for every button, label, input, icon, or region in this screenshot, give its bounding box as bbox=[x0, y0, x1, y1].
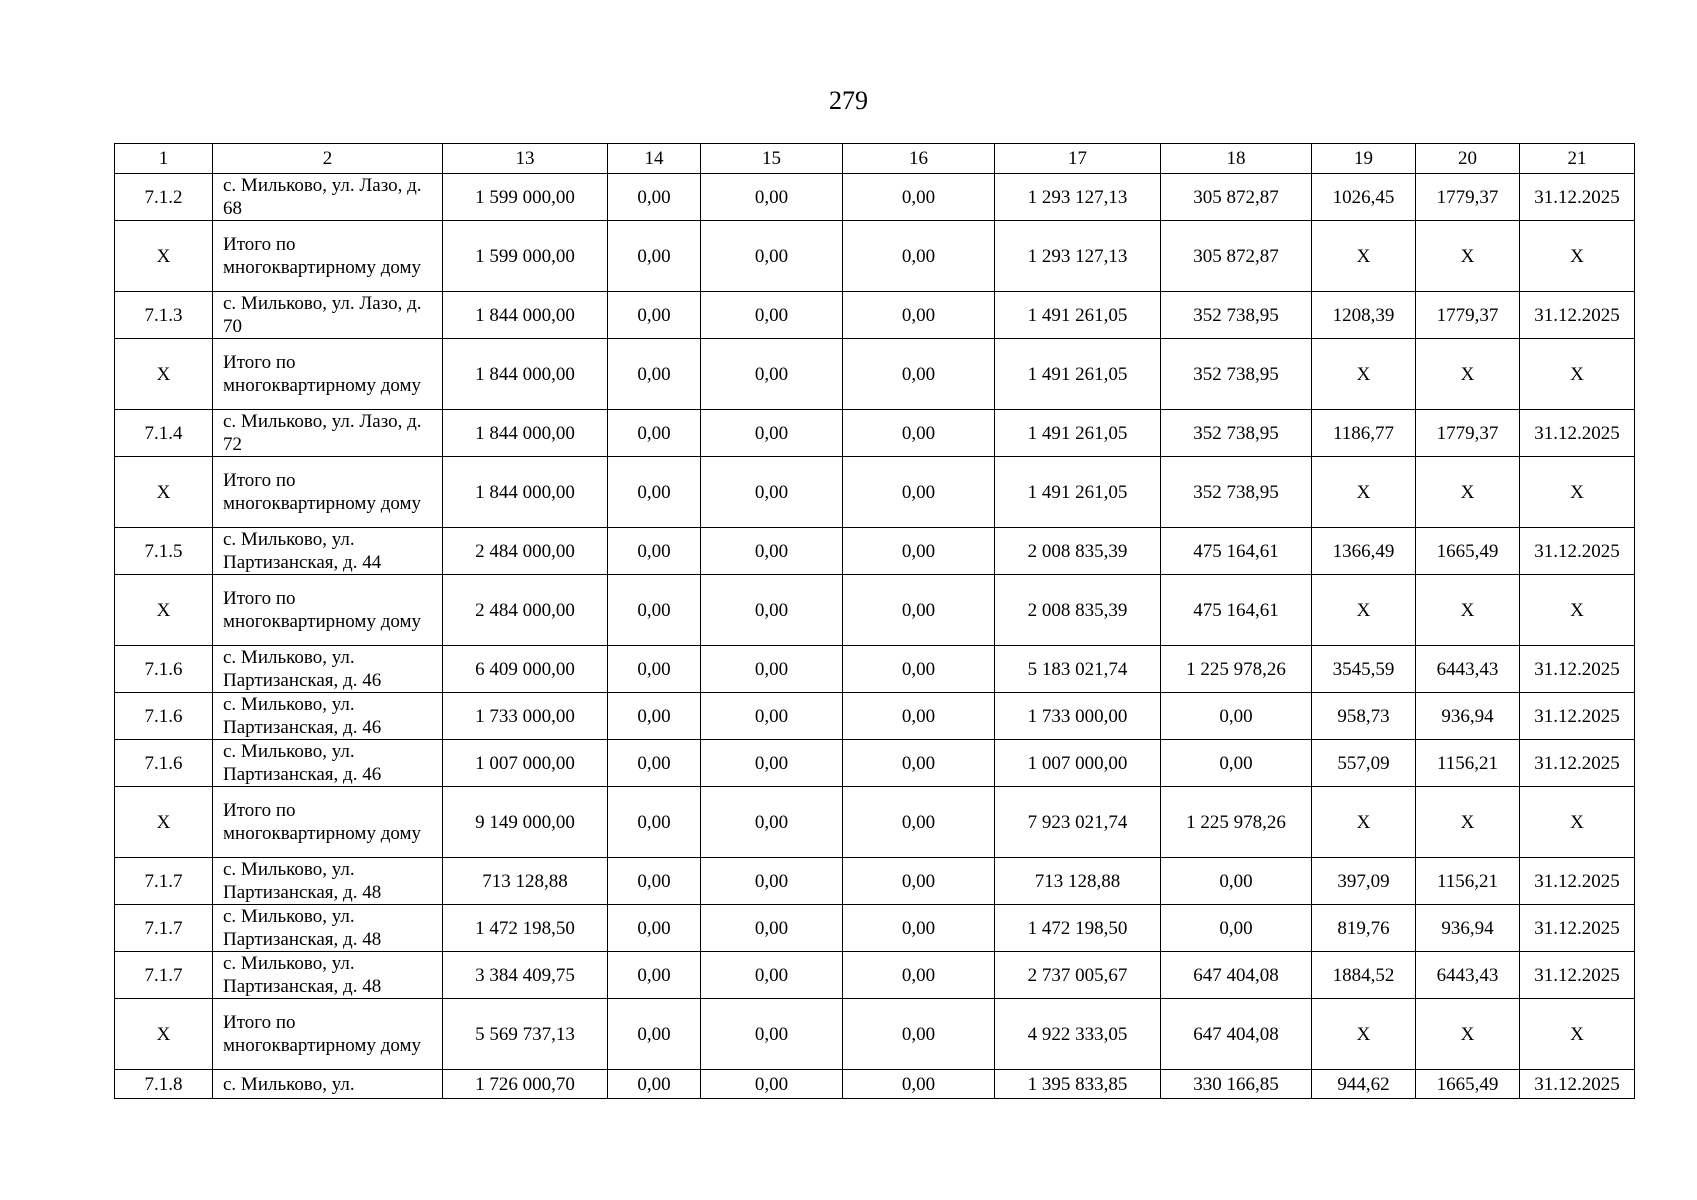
cell-col-18: 1 225 978,26 bbox=[1161, 646, 1312, 693]
cell-col-15: 0,00 bbox=[701, 1070, 843, 1099]
cell-col-16: 0,00 bbox=[843, 952, 995, 999]
cell-col-16: 0,00 bbox=[843, 528, 995, 575]
header-row bbox=[115, 144, 1635, 174]
cell-col-20: 1156,21 bbox=[1416, 740, 1520, 787]
cell-col-13: 6 409 000,00 bbox=[443, 646, 608, 693]
cell-col-17: 1 293 127,13 bbox=[995, 221, 1161, 292]
cell-col-13: 2 484 000,00 bbox=[443, 575, 608, 646]
table-row-total bbox=[115, 787, 1635, 858]
cell-col-17: 4 922 333,05 bbox=[995, 999, 1161, 1070]
cell-col-15: 0,00 bbox=[701, 858, 843, 905]
cell-col-14: 0,00 bbox=[608, 1070, 701, 1099]
cell-col-20: 6443,43 bbox=[1416, 952, 1520, 999]
cell-col-17: 2 008 835,39 bbox=[995, 528, 1161, 575]
cell-col-18: 1 225 978,26 bbox=[1161, 787, 1312, 858]
cell-col-15: 0,00 bbox=[701, 410, 843, 457]
column-header: 20 bbox=[1416, 144, 1520, 174]
table-row-total bbox=[115, 339, 1635, 410]
item-number: 7.1.2 bbox=[115, 174, 213, 221]
cell-col-20: X bbox=[1416, 787, 1520, 858]
cell-col-19: 819,76 bbox=[1312, 905, 1416, 952]
cell-col-21: X bbox=[1520, 999, 1635, 1070]
cell-col-17: 1 491 261,05 bbox=[995, 339, 1161, 410]
cell-col-15: 0,00 bbox=[701, 528, 843, 575]
cell-col-17: 713 128,88 bbox=[995, 858, 1161, 905]
cell-col-14: 0,00 bbox=[608, 693, 701, 740]
column-header: 21 bbox=[1520, 144, 1635, 174]
cell-col-16: 0,00 bbox=[843, 221, 995, 292]
address: Итого по многоквартирному дому bbox=[213, 339, 443, 410]
cell-col-19: 1186,77 bbox=[1312, 410, 1416, 457]
item-number: X bbox=[115, 221, 213, 292]
address: с. Мильково, ул. Партизанская, д. 46 bbox=[213, 646, 443, 693]
cell-col-16: 0,00 bbox=[843, 646, 995, 693]
column-header: 2 bbox=[213, 144, 443, 174]
cell-col-21: 31.12.2025 bbox=[1520, 174, 1635, 221]
cell-col-18: 647 404,08 bbox=[1161, 999, 1312, 1070]
cell-col-18: 0,00 bbox=[1161, 858, 1312, 905]
cell-col-17: 1 472 198,50 bbox=[995, 905, 1161, 952]
column-header: 18 bbox=[1161, 144, 1312, 174]
cell-col-19: X bbox=[1312, 221, 1416, 292]
cell-col-21: 31.12.2025 bbox=[1520, 740, 1635, 787]
cell-col-19: 1884,52 bbox=[1312, 952, 1416, 999]
item-number: X bbox=[115, 339, 213, 410]
cell-col-15: 0,00 bbox=[701, 292, 843, 339]
cell-col-13: 1 733 000,00 bbox=[443, 693, 608, 740]
cell-col-21: 31.12.2025 bbox=[1520, 693, 1635, 740]
address: с. Мильково, ул. Партизанская, д. 46 bbox=[213, 740, 443, 787]
table-row bbox=[115, 858, 1635, 905]
address: с. Мильково, ул. Партизанская, д. 48 bbox=[213, 905, 443, 952]
cell-col-13: 3 384 409,75 bbox=[443, 952, 608, 999]
address: Итого по многоквартирному дому bbox=[213, 221, 443, 292]
table-row-total bbox=[115, 221, 1635, 292]
cell-col-14: 0,00 bbox=[608, 787, 701, 858]
table-row bbox=[115, 292, 1635, 339]
cell-col-19: 557,09 bbox=[1312, 740, 1416, 787]
cell-col-18: 0,00 bbox=[1161, 905, 1312, 952]
cell-col-15: 0,00 bbox=[701, 174, 843, 221]
cell-col-13: 1 726 000,70 bbox=[443, 1070, 608, 1099]
address: с. Мильково, ул. Партизанская, д. 48 bbox=[213, 952, 443, 999]
cell-col-21: X bbox=[1520, 787, 1635, 858]
cell-col-20: 6443,43 bbox=[1416, 646, 1520, 693]
address: Итого по многоквартирному дому bbox=[213, 787, 443, 858]
cell-col-20: 936,94 bbox=[1416, 905, 1520, 952]
cell-col-15: 0,00 bbox=[701, 646, 843, 693]
column-header: 15 bbox=[701, 144, 843, 174]
cell-col-13: 1 844 000,00 bbox=[443, 292, 608, 339]
item-number: 7.1.3 bbox=[115, 292, 213, 339]
cell-col-15: 0,00 bbox=[701, 693, 843, 740]
cell-col-17: 1 491 261,05 bbox=[995, 457, 1161, 528]
cell-col-17: 1 491 261,05 bbox=[995, 292, 1161, 339]
cell-col-13: 713 128,88 bbox=[443, 858, 608, 905]
cell-col-19: 1366,49 bbox=[1312, 528, 1416, 575]
cell-col-14: 0,00 bbox=[608, 457, 701, 528]
cell-col-17: 7 923 021,74 bbox=[995, 787, 1161, 858]
cell-col-13: 1 844 000,00 bbox=[443, 339, 608, 410]
address: с. Мильково, ул. Партизанская, д. 44 bbox=[213, 528, 443, 575]
cell-col-20: 1156,21 bbox=[1416, 858, 1520, 905]
cell-col-18: 305 872,87 bbox=[1161, 221, 1312, 292]
cell-col-19: X bbox=[1312, 457, 1416, 528]
cell-col-18: 352 738,95 bbox=[1161, 339, 1312, 410]
cell-col-14: 0,00 bbox=[608, 174, 701, 221]
item-number: 7.1.7 bbox=[115, 952, 213, 999]
cell-col-14: 0,00 bbox=[608, 952, 701, 999]
cell-col-17: 5 183 021,74 bbox=[995, 646, 1161, 693]
address: с. Мильково, ул. Партизанская, д. 48 bbox=[213, 858, 443, 905]
cell-col-19: X bbox=[1312, 339, 1416, 410]
cell-col-20: 936,94 bbox=[1416, 693, 1520, 740]
item-number: 7.1.8 bbox=[115, 1070, 213, 1099]
cell-col-14: 0,00 bbox=[608, 221, 701, 292]
address: с. Мильково, ул. Партизанская, д. 46 bbox=[213, 693, 443, 740]
cell-col-13: 1 844 000,00 bbox=[443, 410, 608, 457]
address: с. Мильково, ул. Лазо, д. 72 bbox=[213, 410, 443, 457]
cell-col-15: 0,00 bbox=[701, 787, 843, 858]
cell-col-17: 1 395 833,85 bbox=[995, 1070, 1161, 1099]
cell-col-21: 31.12.2025 bbox=[1520, 528, 1635, 575]
cell-col-21: 31.12.2025 bbox=[1520, 952, 1635, 999]
cell-col-19: X bbox=[1312, 575, 1416, 646]
cell-col-19: 1026,45 bbox=[1312, 174, 1416, 221]
table-row-total bbox=[115, 575, 1635, 646]
cell-col-21: X bbox=[1520, 221, 1635, 292]
cell-col-18: 0,00 bbox=[1161, 740, 1312, 787]
address: с. Мильково, ул. bbox=[213, 1070, 443, 1099]
cell-col-20: 1779,37 bbox=[1416, 292, 1520, 339]
item-number: X bbox=[115, 787, 213, 858]
cell-col-14: 0,00 bbox=[608, 646, 701, 693]
data-table bbox=[114, 143, 1635, 1099]
cell-col-16: 0,00 bbox=[843, 787, 995, 858]
cell-col-19: 958,73 bbox=[1312, 693, 1416, 740]
column-header: 13 bbox=[443, 144, 608, 174]
item-number: 7.1.6 bbox=[115, 693, 213, 740]
cell-col-20: 1665,49 bbox=[1416, 528, 1520, 575]
address: Итого по многоквартирному дому bbox=[213, 575, 443, 646]
cell-col-18: 475 164,61 bbox=[1161, 528, 1312, 575]
cell-col-19: X bbox=[1312, 787, 1416, 858]
table-row bbox=[115, 174, 1635, 221]
cell-col-21: X bbox=[1520, 339, 1635, 410]
table-row bbox=[115, 905, 1635, 952]
cell-col-18: 475 164,61 bbox=[1161, 575, 1312, 646]
cell-col-16: 0,00 bbox=[843, 575, 995, 646]
cell-col-20: X bbox=[1416, 457, 1520, 528]
address: с. Мильково, ул. Лазо, д. 68 bbox=[213, 174, 443, 221]
address: с. Мильково, ул. Лазо, д. 70 bbox=[213, 292, 443, 339]
table-row bbox=[115, 952, 1635, 999]
cell-col-18: 330 166,85 bbox=[1161, 1070, 1312, 1099]
cell-col-18: 352 738,95 bbox=[1161, 457, 1312, 528]
table-row bbox=[115, 740, 1635, 787]
address: Итого по многоквартирному дому bbox=[213, 999, 443, 1070]
table-row bbox=[115, 528, 1635, 575]
item-number: 7.1.5 bbox=[115, 528, 213, 575]
cell-col-14: 0,00 bbox=[608, 292, 701, 339]
cell-col-18: 352 738,95 bbox=[1161, 292, 1312, 339]
cell-col-15: 0,00 bbox=[701, 457, 843, 528]
cell-col-19: X bbox=[1312, 999, 1416, 1070]
column-header: 14 bbox=[608, 144, 701, 174]
table-row-total bbox=[115, 999, 1635, 1070]
cell-col-19: 1208,39 bbox=[1312, 292, 1416, 339]
cell-col-17: 1 491 261,05 bbox=[995, 410, 1161, 457]
cell-col-21: 31.12.2025 bbox=[1520, 410, 1635, 457]
cell-col-14: 0,00 bbox=[608, 339, 701, 410]
cell-col-15: 0,00 bbox=[701, 999, 843, 1070]
cell-col-21: 31.12.2025 bbox=[1520, 1070, 1635, 1099]
cell-col-13: 1 472 198,50 bbox=[443, 905, 608, 952]
cell-col-21: 31.12.2025 bbox=[1520, 646, 1635, 693]
cell-col-19: 3545,59 bbox=[1312, 646, 1416, 693]
page-number: 279 bbox=[829, 86, 868, 115]
address: Итого по многоквартирному дому bbox=[213, 457, 443, 528]
table-row bbox=[115, 1070, 1635, 1099]
cell-col-17: 2 008 835,39 bbox=[995, 575, 1161, 646]
cell-col-21: 31.12.2025 bbox=[1520, 858, 1635, 905]
cell-col-20: X bbox=[1416, 221, 1520, 292]
cell-col-21: 31.12.2025 bbox=[1520, 905, 1635, 952]
item-number: 7.1.4 bbox=[115, 410, 213, 457]
item-number: 7.1.7 bbox=[115, 905, 213, 952]
item-number: X bbox=[115, 575, 213, 646]
cell-col-13: 1 844 000,00 bbox=[443, 457, 608, 528]
cell-col-20: X bbox=[1416, 339, 1520, 410]
cell-col-18: 647 404,08 bbox=[1161, 952, 1312, 999]
cell-col-15: 0,00 bbox=[701, 221, 843, 292]
column-header: 1 bbox=[115, 144, 213, 174]
cell-col-16: 0,00 bbox=[843, 457, 995, 528]
cell-col-14: 0,00 bbox=[608, 999, 701, 1070]
cell-col-16: 0,00 bbox=[843, 999, 995, 1070]
cell-col-18: 0,00 bbox=[1161, 693, 1312, 740]
item-number: X bbox=[115, 999, 213, 1070]
cell-col-13: 1 599 000,00 bbox=[443, 221, 608, 292]
cell-col-16: 0,00 bbox=[843, 693, 995, 740]
cell-col-13: 9 149 000,00 bbox=[443, 787, 608, 858]
cell-col-21: X bbox=[1520, 457, 1635, 528]
cell-col-17: 1 733 000,00 bbox=[995, 693, 1161, 740]
cell-col-20: 1779,37 bbox=[1416, 174, 1520, 221]
cell-col-14: 0,00 bbox=[608, 740, 701, 787]
cell-col-13: 1 599 000,00 bbox=[443, 174, 608, 221]
cell-col-16: 0,00 bbox=[843, 858, 995, 905]
cell-col-14: 0,00 bbox=[608, 528, 701, 575]
cell-col-21: 31.12.2025 bbox=[1520, 292, 1635, 339]
cell-col-16: 0,00 bbox=[843, 174, 995, 221]
item-number: 7.1.7 bbox=[115, 858, 213, 905]
column-header: 17 bbox=[995, 144, 1161, 174]
cell-col-14: 0,00 bbox=[608, 905, 701, 952]
cell-col-14: 0,00 bbox=[608, 410, 701, 457]
cell-col-18: 305 872,87 bbox=[1161, 174, 1312, 221]
cell-col-14: 0,00 bbox=[608, 575, 701, 646]
cell-col-17: 2 737 005,67 bbox=[995, 952, 1161, 999]
table-body bbox=[115, 174, 1635, 1099]
cell-col-16: 0,00 bbox=[843, 740, 995, 787]
cell-col-20: X bbox=[1416, 575, 1520, 646]
cell-col-14: 0,00 bbox=[608, 858, 701, 905]
cell-col-20: 1779,37 bbox=[1416, 410, 1520, 457]
column-header: 19 bbox=[1312, 144, 1416, 174]
cell-col-13: 2 484 000,00 bbox=[443, 528, 608, 575]
item-number: 7.1.6 bbox=[115, 740, 213, 787]
table-row-total bbox=[115, 457, 1635, 528]
table-row bbox=[115, 410, 1635, 457]
cell-col-15: 0,00 bbox=[701, 952, 843, 999]
cell-col-16: 0,00 bbox=[843, 1070, 995, 1099]
cell-col-15: 0,00 bbox=[701, 740, 843, 787]
item-number: 7.1.6 bbox=[115, 646, 213, 693]
cell-col-20: X bbox=[1416, 999, 1520, 1070]
column-header: 16 bbox=[843, 144, 995, 174]
cell-col-20: 1665,49 bbox=[1416, 1070, 1520, 1099]
cell-col-15: 0,00 bbox=[701, 339, 843, 410]
cell-col-21: X bbox=[1520, 575, 1635, 646]
table-row bbox=[115, 693, 1635, 740]
cell-col-16: 0,00 bbox=[843, 905, 995, 952]
cell-col-19: 397,09 bbox=[1312, 858, 1416, 905]
item-number: X bbox=[115, 457, 213, 528]
cell-col-18: 352 738,95 bbox=[1161, 410, 1312, 457]
cell-col-15: 0,00 bbox=[701, 905, 843, 952]
cell-col-13: 5 569 737,13 bbox=[443, 999, 608, 1070]
cell-col-17: 1 293 127,13 bbox=[995, 174, 1161, 221]
cell-col-19: 944,62 bbox=[1312, 1070, 1416, 1099]
cell-col-13: 1 007 000,00 bbox=[443, 740, 608, 787]
cell-col-17: 1 007 000,00 bbox=[995, 740, 1161, 787]
table-row bbox=[115, 646, 1635, 693]
cell-col-16: 0,00 bbox=[843, 410, 995, 457]
cell-col-16: 0,00 bbox=[843, 339, 995, 410]
cell-col-15: 0,00 bbox=[701, 575, 843, 646]
cell-col-16: 0,00 bbox=[843, 292, 995, 339]
